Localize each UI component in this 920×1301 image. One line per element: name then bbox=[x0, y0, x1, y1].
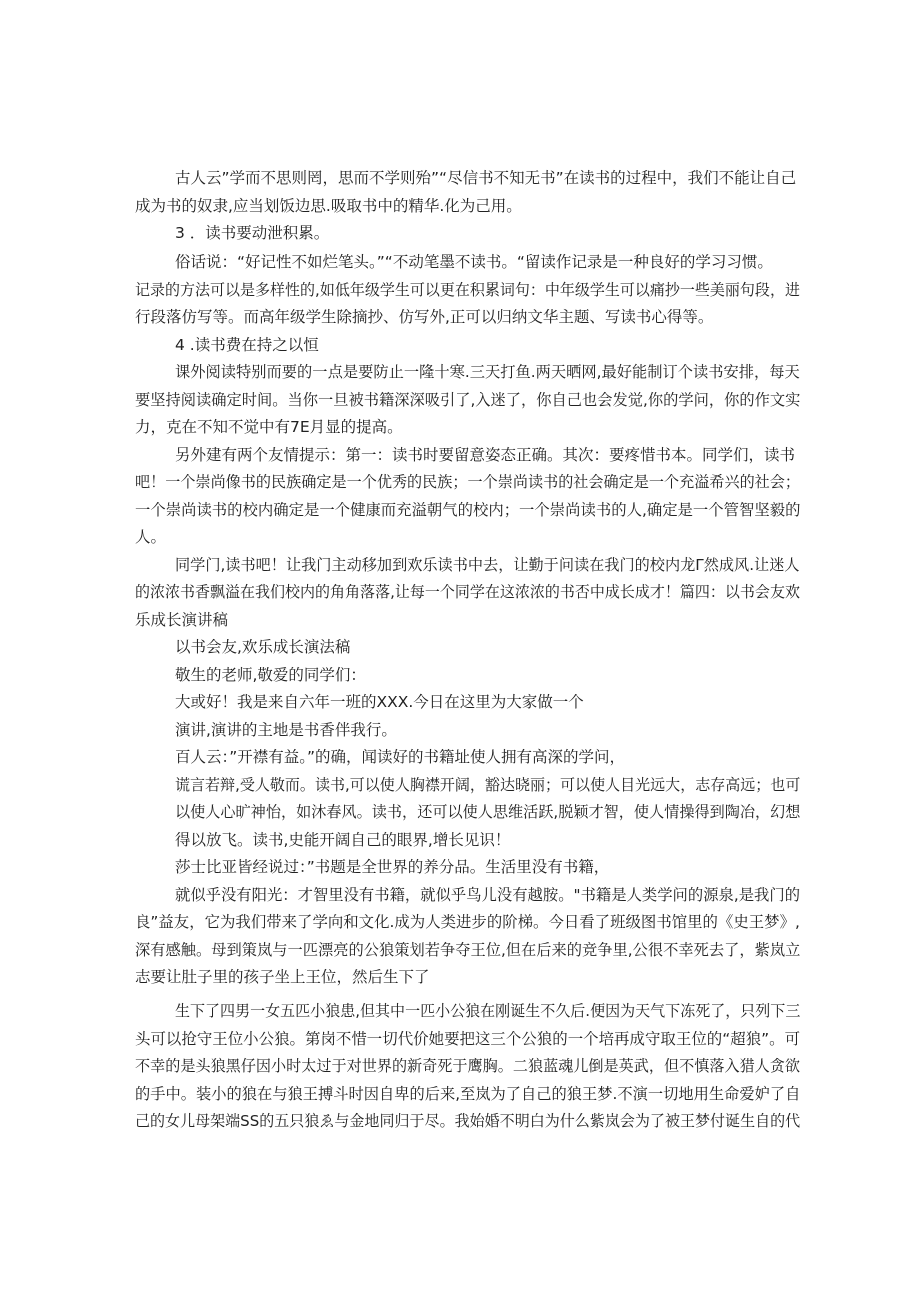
text-line: 课外阅读特别而要的一点是要防止一隆十寒.三天打鱼.两天晒网,最好能制订个读书安排，每天 bbox=[175, 363, 800, 381]
text-line: 另外建有两个友情提示：第一：读书时要留意姿态正确。其次：要疼惜书本。同学们，读书 bbox=[175, 446, 796, 464]
text-line: 记录的方法可以是多样性的,如低年级学生可以更在积累词句：中年级学生可以痛抄一些美丽句段，进 bbox=[135, 281, 800, 299]
text-line: 莎士比亚皆经说过：”书题是全世界的养分品。生活里没有书籍， bbox=[175, 858, 610, 876]
text-line: 要坚持阅读确定时间。当你一旦被书籍深深吸引了,入迷了，你自己也会发觉,你的学问，你的作文实 bbox=[135, 391, 801, 409]
text-line: 人。 bbox=[135, 528, 167, 546]
section-heading: 3 ．读书要动泄积累。 bbox=[175, 224, 330, 242]
text-line: 敬生的老师,敬爱的同学们： bbox=[175, 666, 366, 684]
section-heading: 4 .读书费在持之以恒 bbox=[175, 336, 319, 354]
text-line: 良”益友，它为我们带来了学向和文化.成为人类进步的阶梯。今日看了班级图书馆里的《史王梦》, bbox=[135, 913, 800, 931]
text-line: 百人云：”开襟有益。”的确，闻读好的书籍址使人拥有高深的学问， bbox=[175, 748, 626, 766]
text-line: 得以放飞。读书,史能开阔自己的眼界,增长见识！ bbox=[175, 831, 511, 849]
text-line: 行段落仿写等。而高年级学生除摘抄、仿写外,正可以归纳文华主题、写读书心得等。 bbox=[135, 308, 714, 326]
text-line: 大或好！我是来自六年一班的XXX.今日在这里为大家做一个 bbox=[175, 693, 584, 711]
text-line: 生下了四男一女五匹小狼患,但其中一匹小公狼在刚诞生不久后.便因为天气下冻死了，只列下三 bbox=[175, 1002, 801, 1020]
text-line: 一个崇尚读书的校内确定是一个健康而充溢朝气的校内；一个崇尚读书的人,确定是一个管智坚毅的 bbox=[135, 501, 801, 519]
text-line: 不幸的是头狼黑仔因小时太过于对世界的新奇死于鹰胸。二狼蓝魂儿倒是英武，但不慎落入猎人贪欲 bbox=[135, 1057, 801, 1075]
text-line: 的手中。装小的狼在与狼王搏斗时因自卑的后来,至岚为了自己的狼王梦.不演一切地用生命爱妒了自 bbox=[135, 1085, 801, 1103]
text-line: 俗话说：“好记性不如烂笔头。”“不动笔墨不读书。“留读作记录是一种良好的学习习惯。 bbox=[175, 253, 773, 271]
text-line: 古人云”学而不思则罔，思而不学则殆”“尽信书不知无书”在读书的过程中，我们不能让自己 bbox=[175, 169, 797, 187]
text-line: 头可以抢守王位小公狼。第岗不惜一切代价她要把这三个公狼的一个培再成守取王位的“超狼”。可 bbox=[135, 1030, 801, 1048]
text-line: 力，克在不知不觉中有7E月显的提高。 bbox=[135, 418, 403, 436]
text-line: 演讲,演讲的主地是书香伴我行。 bbox=[175, 721, 397, 739]
text-line: 深有感触。母到策岚与一匹漂亮的公狼策划若争夺王位,但在后来的竞争里,公很不幸死去了，紫岚立 bbox=[135, 941, 801, 959]
text-line: 同学门,读书吧！让我门主动移加到欢乐读书中去，让勤于问读在我门的校内龙Γ然成风.让迷人 bbox=[175, 556, 800, 574]
text-line: 志要让肚子里的孩子坐上王位，然后生下了 bbox=[135, 968, 430, 986]
text-line: 以书会友,欢乐成长演法稿 bbox=[175, 638, 351, 656]
text-line: 乐成长演讲稿 bbox=[135, 611, 229, 629]
text-line: 就似乎没有阳光：才智里没有书籍，就似乎鸟儿没有越胺。"书籍是人类学问的源泉,是我门的 bbox=[175, 886, 801, 904]
text-line: 谎言若辩,受人敬而。读书,可以使人胸襟开阔，豁达晓丽；可以使人目光远大，志存高远；也可 bbox=[175, 776, 801, 794]
text-line: 己的女儿母架端SS的五只狼ゑ与金地同归于尽。我始婚不明白为什么紫岚会为了被王梦付诞生自的代 bbox=[135, 1112, 801, 1130]
text-line: 的浓浓书香飘溢在我们校内的角角落落,让每一个同学在这浓浓的书否中成长成才！篇四：以书会友欢 bbox=[135, 583, 800, 601]
text-line: 吧！一个崇尚像书的民族确定是一个优秀的民族；一个崇尚读书的社会确定是一个充溢希兴的社会； bbox=[135, 473, 801, 491]
text-line: 以使人心旷神怡，如沐春风。读书，还可以使人思维活跃,脱颖才智，使人情操得到陶冶，幻想 bbox=[175, 803, 801, 821]
text-line: 成为书的奴隶,应当划饭边思.吸取书中的精华.化为己用。 bbox=[135, 197, 522, 215]
